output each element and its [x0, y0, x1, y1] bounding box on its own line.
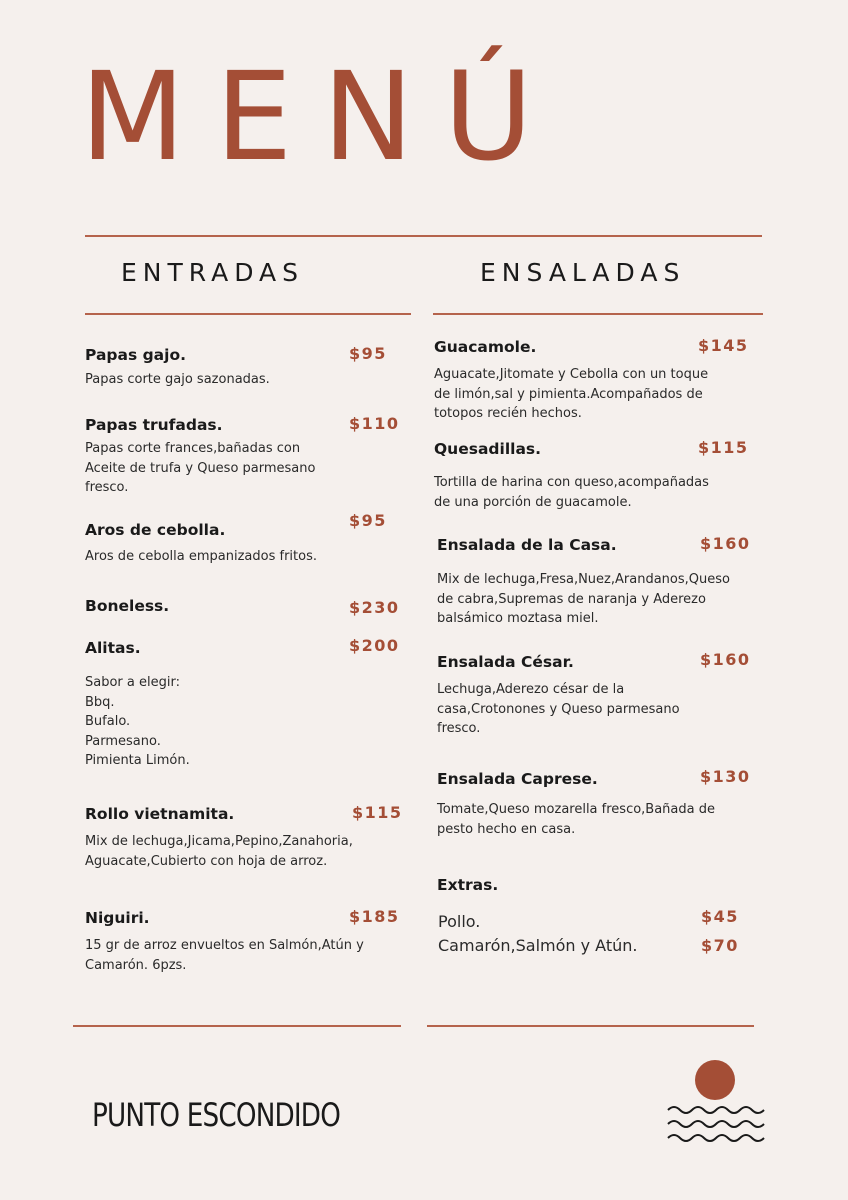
item-description: Aros de cebolla empanizados fritos. — [85, 549, 317, 564]
menu-title: MENÚ — [80, 46, 563, 188]
menu-item-papas-trufadas — [85, 416, 385, 498]
item-description: Mix de lechuga,Jicama,Pepino,Zanahoria, Aguacate,Cubierto con hoja de arroz. — [85, 834, 353, 869]
extras-title: Extras. — [437, 876, 499, 894]
bottom-divider-left — [73, 1025, 401, 1027]
item-description: Papas corte gajo sazonadas. — [85, 372, 270, 387]
menu-item-rollo-vietnamita — [85, 805, 395, 871]
item-name: Ensalada César. — [437, 653, 574, 671]
item-price: $230 — [349, 598, 400, 617]
extra-item-name: Camarón,Salmón y Atún. — [438, 936, 638, 955]
item-description: Tortilla de harina con queso,acompañadas de una porción de guacamole. — [434, 475, 709, 510]
entradas-divider — [85, 313, 411, 315]
item-name: Aros de cebolla. — [85, 521, 226, 539]
item-price: $95 — [349, 511, 387, 530]
item-description: Lechuga,Aderezo césar de la casa,Crotonones y Queso parmesano fresco. — [437, 682, 680, 736]
item-name: Ensalada Caprese. — [437, 770, 598, 788]
sun-waves-logo-icon — [664, 1058, 766, 1148]
item-price: $115 — [352, 803, 403, 822]
item-name: Niguiri. — [85, 909, 150, 927]
extra-item-price: $45 — [701, 907, 739, 926]
item-description: Papas corte frances,bañadas con Aceite de trufa y Queso parmesano fresco. — [85, 441, 316, 495]
item-name: Ensalada de la Casa. — [437, 536, 617, 554]
menu-item-alitas — [85, 639, 385, 771]
item-price: $200 — [349, 636, 400, 655]
item-name: Boneless. — [85, 597, 170, 615]
item-price: $115 — [698, 438, 749, 457]
item-description: 15 gr de arroz envueltos en Salmón,Atún y Camarón. 6pzs. — [85, 938, 364, 973]
item-price: $145 — [698, 336, 749, 355]
top-divider — [85, 235, 762, 237]
item-description: Sabor a elegir: Bbq. Bufalo. Parmesano. Pimienta Limón. — [85, 675, 190, 768]
extras-heading — [437, 876, 498, 894]
item-description: Aguacate,Jitomate y Cebolla con un toque de limón,sal y pimienta.Acompañados de totopos recién hechos. — [434, 367, 709, 421]
item-name: Papas gajo. — [85, 346, 186, 364]
extra-item-price: $70 — [701, 936, 739, 955]
item-price: $160 — [700, 650, 751, 669]
menu-item-aros-de-cebolla — [85, 521, 385, 567]
item-name: Guacamole. — [434, 338, 537, 356]
item-description: Tomate,Queso mozarella fresco,Bañada de pesto hecho en casa. — [437, 802, 715, 837]
ensaladas-divider — [433, 313, 763, 315]
menu-item-boneless — [85, 597, 385, 615]
brand-name: PUNTO ESCONDIDO — [92, 1096, 341, 1134]
item-price: $110 — [349, 414, 400, 433]
extra-item-name: Pollo. — [438, 912, 481, 931]
item-price: $185 — [349, 907, 400, 926]
item-price: $95 — [349, 344, 387, 363]
item-price: $160 — [700, 534, 751, 553]
item-price: $130 — [700, 767, 751, 786]
item-name: Papas trufadas. — [85, 416, 223, 434]
item-name: Rollo vietnamita. — [85, 805, 235, 823]
item-name: Quesadillas. — [434, 440, 542, 458]
item-name: Alitas. — [85, 639, 141, 657]
ensaladas-heading: ENSALADAS — [480, 258, 686, 287]
entradas-heading: ENTRADAS — [121, 258, 305, 287]
item-description: Mix de lechuga,Fresa,Nuez,Arandanos,Queso de cabra,Supremas de naranja y Aderezo balsámico moztasa miel. — [437, 572, 730, 626]
bottom-divider-right — [427, 1025, 754, 1027]
menu-item-papas-gajo — [85, 346, 385, 390]
